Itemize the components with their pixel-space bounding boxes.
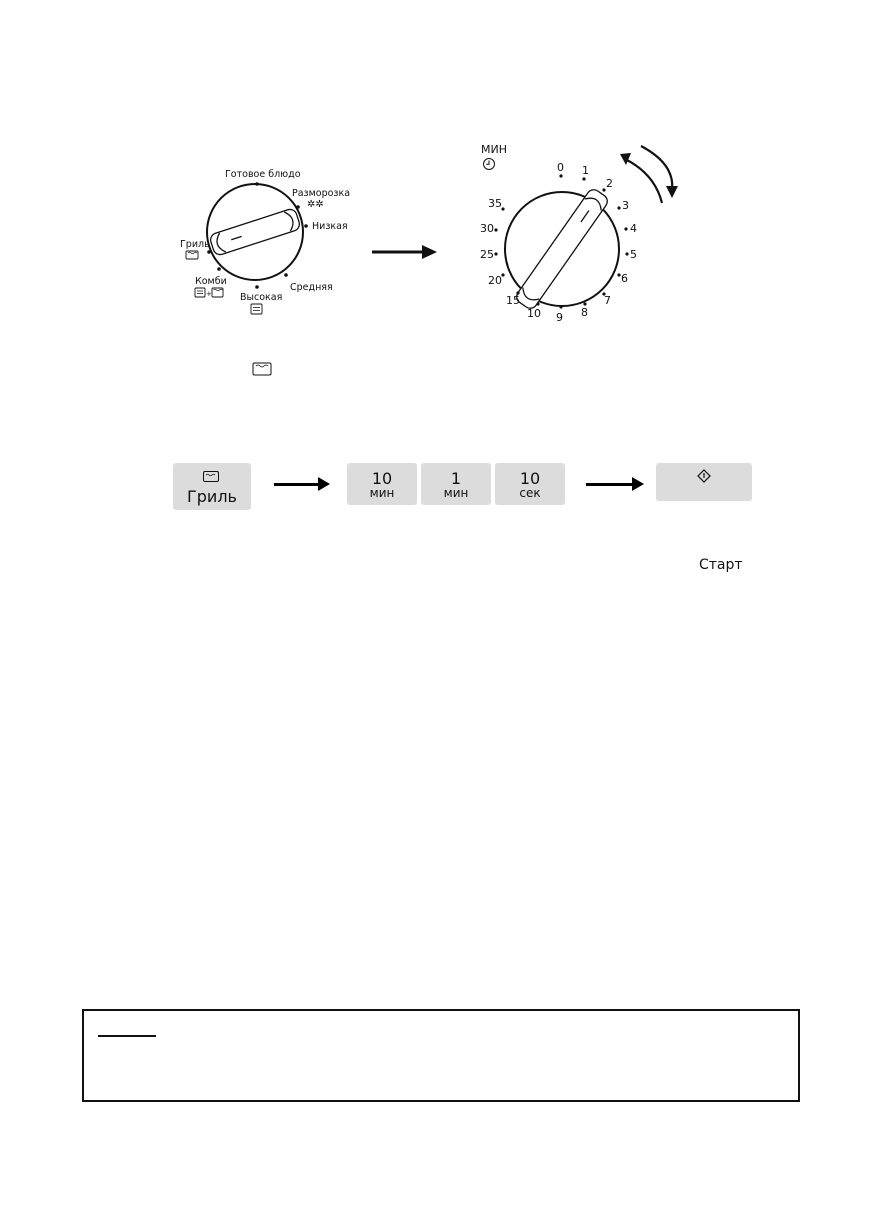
label-combi: Комби bbox=[195, 276, 227, 287]
timer-tick-dot bbox=[536, 302, 539, 305]
note-heading-underline bbox=[98, 1035, 156, 1037]
label-grill: Гриль bbox=[180, 239, 210, 250]
timer-tick-label: 10 bbox=[527, 307, 541, 320]
timer-tick-label: 0 bbox=[557, 161, 564, 174]
start-button[interactable] bbox=[656, 463, 752, 501]
rotate-arrows-icon bbox=[620, 146, 678, 203]
timer-tick-label: 5 bbox=[630, 248, 637, 261]
transition-arrow bbox=[372, 245, 437, 259]
timer-tick-label: 4 bbox=[630, 222, 637, 235]
timer-tick-dot bbox=[582, 177, 585, 180]
timer-tick-label: 30 bbox=[480, 222, 494, 235]
timer-tick-dot bbox=[494, 228, 497, 231]
timer-unit-label: МИН bbox=[481, 143, 507, 156]
dot-high bbox=[255, 285, 259, 289]
time-unit: мин bbox=[369, 486, 395, 500]
timer-tick-label: 1 bbox=[582, 164, 589, 177]
label-high: Высокая bbox=[240, 292, 283, 303]
svg-text:+: + bbox=[206, 290, 212, 298]
clock-icon bbox=[484, 159, 495, 170]
timer-tick-label: 15 bbox=[506, 294, 520, 307]
dot-ready-meal bbox=[255, 182, 259, 186]
time-value: 10 bbox=[371, 469, 393, 488]
grill-icon bbox=[253, 363, 271, 375]
microwave-icon bbox=[251, 304, 262, 314]
timer-tick-label: 6 bbox=[621, 272, 628, 285]
timer-tick-dot bbox=[494, 252, 497, 255]
start-label: Старт bbox=[699, 557, 743, 573]
label-defrost: Разморозка bbox=[292, 188, 351, 199]
sequence-arrow-2 bbox=[586, 483, 634, 486]
time-value: 10 bbox=[519, 469, 541, 488]
time-unit: мин bbox=[443, 486, 469, 500]
label-ready-meal: Готовое блюдо bbox=[225, 169, 301, 180]
timer-tick-dot bbox=[625, 252, 628, 255]
timer-tick-label: 25 bbox=[480, 248, 494, 261]
grill-button-label: Гриль bbox=[187, 487, 237, 506]
note-box bbox=[82, 1009, 800, 1102]
dot-defrost bbox=[296, 205, 300, 209]
time-unit: сек bbox=[519, 486, 541, 500]
grill-icon bbox=[203, 471, 219, 482]
sequence-arrow-1 bbox=[274, 483, 320, 486]
dot-grill bbox=[207, 250, 211, 254]
timer-tick-dot bbox=[624, 227, 627, 230]
timer-tick-label: 3 bbox=[622, 199, 629, 212]
snowflake-icon: ✲✲ bbox=[307, 199, 324, 210]
timer-dial bbox=[480, 143, 637, 324]
timer-tick-label: 9 bbox=[556, 311, 563, 324]
timer-tick-label: 2 bbox=[606, 177, 613, 190]
time-button-1-min[interactable] bbox=[421, 463, 491, 505]
dot-low bbox=[304, 224, 308, 228]
timer-tick-label: 8 bbox=[581, 306, 588, 319]
dial-figure bbox=[0, 0, 878, 400]
start-icon bbox=[697, 469, 711, 483]
timer-tick-dot bbox=[617, 206, 620, 209]
timer-tick-label: 20 bbox=[488, 274, 502, 287]
time-value: 1 bbox=[450, 469, 462, 488]
grill-button[interactable] bbox=[173, 463, 251, 510]
timer-tick-dot bbox=[559, 305, 562, 308]
mode-dial bbox=[180, 169, 350, 314]
time-button-10-sec[interactable] bbox=[495, 463, 565, 505]
microwave-icon bbox=[195, 288, 223, 298]
timer-tick-label: 7 bbox=[604, 294, 611, 307]
timer-tick-dot bbox=[559, 174, 562, 177]
time-button-10-min[interactable] bbox=[347, 463, 417, 505]
dot-medium bbox=[284, 273, 288, 277]
dot-combi bbox=[217, 267, 221, 271]
label-low: Низкая bbox=[312, 221, 348, 232]
label-medium: Средняя bbox=[290, 282, 333, 293]
timer-tick-label: 35 bbox=[488, 197, 502, 210]
grill-icon bbox=[186, 251, 198, 259]
